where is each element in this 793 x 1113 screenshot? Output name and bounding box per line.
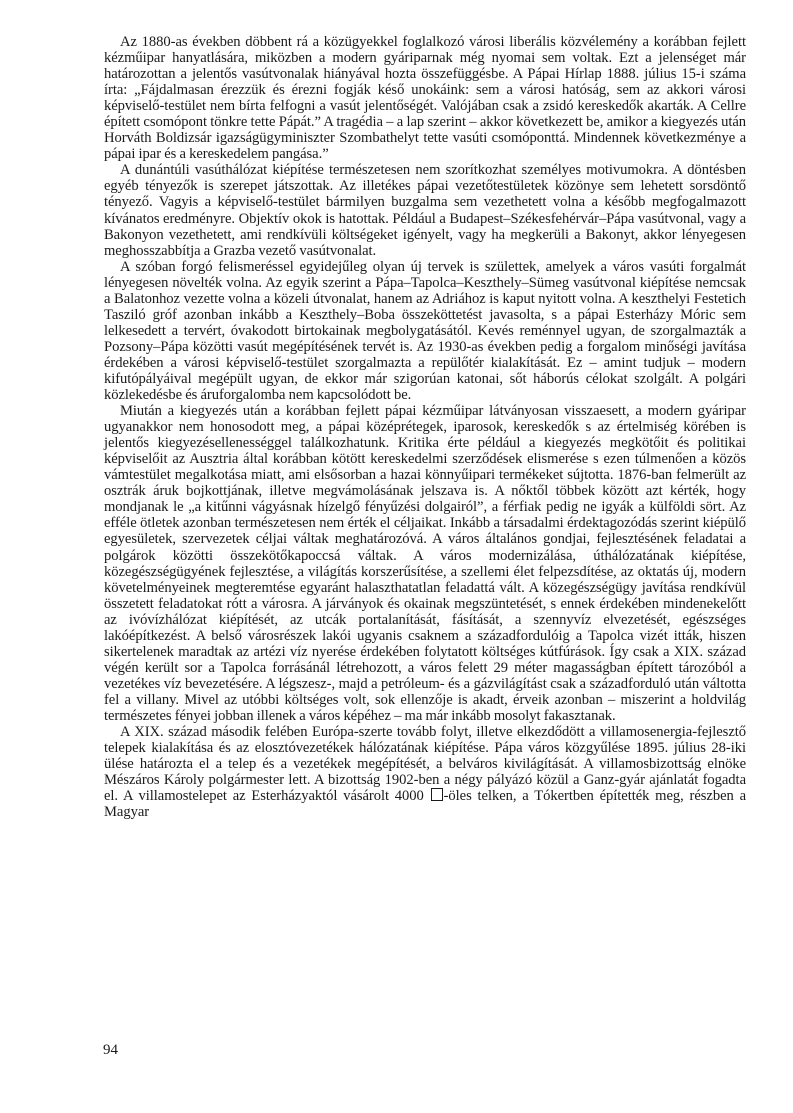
text-body xyxy=(104,34,746,820)
square-fathom-symbol-icon xyxy=(431,788,443,801)
paragraph-4: Miután a kiegyezés után a korábban fejlett pápai kézműipar látványosan visszaesett, a modern gyáripar ugyanakkor nem honosodott meg, a pápai középrétegek, iparosok, kereskedők s az értelmiség körében is jelentős kiegyezésellenességgel találkozhatunk. Kritika érte például a kiegyezés megkötőit és politikai képviselőit az Ausztria által korábban kötött kereskedelmi szerződések elismerése s ezen túlmenően a közös vámtestület megalkotása miatt, ami elsősorban a hazai könnyűipari termékeket sújtotta. 1876-ban felmerült az osztrák áruk bojkottjának, illetve megvámolásának jelszava is. A nőktől többek között azt kérték, hogy mondjanak le „a kitűnni vágyásnak hízelgő fényűzési dolgairól”, a férfiak pedig ne igyák a külföldi sört. Az efféle ötletek azonban természetesen nem érték el céljaikat. Inkább a társadalmi érdektagozódás szerint kiépülő egyesületek, szervezetek céljai váltak meghatározóvá. A város általános gondjai, fejlesztésének feladatai a polgárok közötti összekötőkapoccsá váltak. A város modernizálása, úthálózatának kiépítése, közegészségügyének fejlesztése, a világítás korszerűsítése, a szellemi élet felpezsdítése, az oktatás új, modern követelményeinek megteremtése egyaránt halaszthatatlan feladattá vált. A közegészségügy javítása rendkívül összetett feladatokat rótt a városra. A járványok és okainak megszüntetését, s ennek érdekében mindenekelőtt az ivóvízhálózat kiépítését, az utcák portalanítását, fásítását, a szennyvíz elvezetését, egészséges lakóépítkezést. A belső városrészek lakói ugyanis csaknem a századfordulóig a Tapolca vizét itták, hiszen sikertelenek maradtak az artézi víz nyerése érdekében folytatott költséges kútfúrások. Így csak a XIX. század végén került sor a Tapolca forrásánál létrehozott, a város felett 29 méter magasságban épített tározóból a vezetékes víz bevezetésére. A légszesz-, majd a petróleum- és a gázvilágítást csak a századforduló után váltotta fel a villany. Mivel az utóbbi költséges volt, sok ellenzője is akadt, érveik azonban – miszerint a holdvilág természetes fényei jobban illenek a város képéhez – ma már inkább mosolyt fakasztanak. xyxy=(104,403,746,724)
page-number: 94 xyxy=(103,1042,118,1058)
paragraph-5-text: A XIX. század második felében Európa-szerte tovább folyt, illetve elkezdődött a villamosenergia-fejlesztő telepek kialakítása és az elosztóvezetékek hálózatának kiépítése. Pápa város közgyűlése 1895. július 28-iki ülése határozta el a telep és a vezetékek megépítését, a belváros kivilágítását. A villamosbizottság elnöke Mészáros Károly polgármester lett. A bizottság 1902-ben a négy pályázó közül a Ganz-gyár ajánlatát fogadta el. A villamostelepet az Esterházyaktól vásárolt 4000 xyxy=(104,724,746,805)
paragraph-5-tail: -öles telken, a Tókertben építették meg, részben a Magyar xyxy=(104,788,746,821)
paragraph-3: A szóban forgó felismeréssel egyidejűleg olyan új tervek is születtek, amelyek a város vasúti forgalmát lényegesen növelték volna. Az egyik szerint a Pápa–Tapolca–Keszthely–Sümeg vasútvonal kiépítése nemcsak a Balatonhoz vezette volna a közeli útvonalat, hanem az Adriához is kaput nyitott volna. A keszthelyi Festetich Tasziló gróf azonban inkább a Keszthely–Boba összeköttetést javasolta, s a pápai Esterházy Móric sem lelkesedett a tervért, óvakodott birtokainak megbolygatásától. Kevés reménnyel ugyan, de szorgalmazták a Pozsony–Pápa közötti vasút megépítésének tervét is. Az 1930-as években pedig a forgalom minőségi javítása érdekében a városi képviselő-testület szorgalmazta a repülőtér kialakítását. Ez – amint tudjuk – modern kifutópályáival megépült ugyan, de ekkor már szigorúan katonai, sőt háborús célokat szolgált. A polgári közlekedésbe és áruforgalomba nem kapcsolódott be. xyxy=(104,258,746,404)
paragraph-2: A dunántúli vasúthálózat kiépítése természetesen nem szorítkozhat személyes motivumokra. A döntésben egyéb tényezők is szerepet játszottak. Az illetékes pápai vezetőtestületek közönye sem lehetett sorsdöntő tényező. Vagyis a képviselő-testület bármilyen buzgalma sem vezethetett volna a később megfogalmazott kívánatos eredményre. Objektív okok is hatottak. Például a Budapest–Székesfehérvár–Pápa vasútvonal, vagy a Bakonyon vezethetett, ami rendkívüli költségeket igényelt, vagy ha megkerüli a Bakonyt, akkor lényegesen meghosszabbítja a Grazba vezető vasútvonalat. xyxy=(104,162,746,259)
paragraph-5 xyxy=(104,724,746,820)
paragraph-1: Az 1880-as években döbbent rá a közügyekkel foglalkozó városi liberális közvélemény a korábban fejlett kézműipar hanyatlására, miközben a modern gyáriparnak még nyomai sem voltak. Ezt a jelenséget már határozottan a jelentős vasútvonalak hiányával hozta összefüggésbe. A Pápai Hírlap 1888. július 15-i száma írta: „Fájdalmasan érezzük és érezni fogják késő unokáink: sem a városi hatóság, sem az akkori városi képviselő-testület nem bírta felfogni a vasút jelentőségét. Valójában csak a zsidó kereskedők akarták. A Cellre épített csomópont tönkre tette Pápát.” A tragédia – a lap szerint – akkor következett be, amikor a kiegyezés után Horváth Boldizsár igazságügyminiszter Szombathelyt tette vasúti csomóponttá. Mindennek következménye a pápai ipar és a kereskedelem pangása.” xyxy=(104,34,746,163)
